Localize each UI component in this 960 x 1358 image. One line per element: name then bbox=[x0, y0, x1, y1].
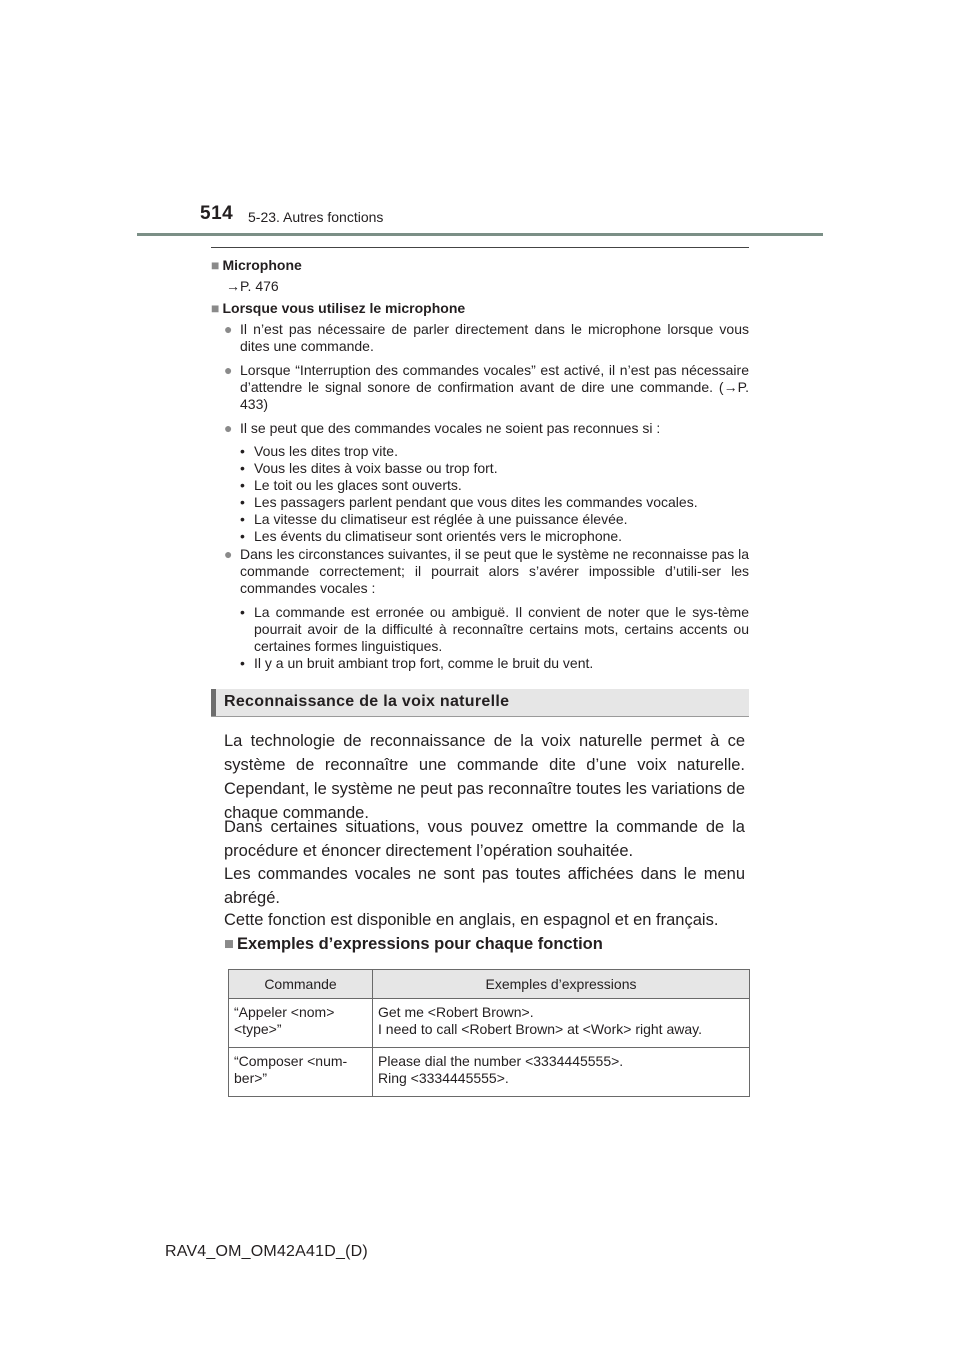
examples-heading: ■ Exemples d’expressions pour chaque fonction bbox=[224, 935, 603, 953]
table-row bbox=[229, 999, 750, 1048]
examples-cell: Please dial the number <3334445555>. Ring <3334445555>. bbox=[373, 1048, 750, 1097]
sub-list bbox=[240, 443, 749, 545]
paragraph: Les commandes vocales ne sont pas toutes affichées dans le menu abrégé. bbox=[224, 865, 745, 907]
examples-cell: Get me <Robert Brown>. I need to call <Robert Brown> at <Work> right away. bbox=[373, 999, 750, 1048]
list-item: • Les évents du climatiseur sont orientés vers le microphone. bbox=[240, 528, 623, 544]
square-bullet-icon: ■ bbox=[211, 300, 220, 316]
column-header: Commande bbox=[229, 970, 373, 999]
page-number: 514 bbox=[200, 203, 234, 224]
list-item: • Vous les dites trop vite. bbox=[240, 443, 398, 459]
microphone-page-ref: →P. 476 bbox=[226, 278, 279, 294]
list-item: • Il y a un bruit ambiant trop fort, comme le bruit du vent. bbox=[240, 655, 594, 671]
content-divider bbox=[211, 247, 749, 248]
using-microphone-heading: ■ Lorsque vous utilisez le microphone bbox=[211, 300, 466, 316]
command-cell: “Appeler <nom> <type>” bbox=[229, 999, 373, 1048]
bullet-item: ● Dans les circonstances suivantes, il se peut que le système ne reconnaisse pas la commande correctement; il pourrait alors s’avérer impossible d’utili-ser les commandes vocales : bbox=[224, 546, 749, 596]
document-code: RAV4_OM_OM42A41D_(D) bbox=[165, 1243, 368, 1260]
table-header-row bbox=[229, 970, 750, 999]
header-divider bbox=[137, 233, 823, 236]
square-bullet-icon: ■ bbox=[224, 935, 234, 953]
bullet-item: ● Il n’est pas nécessaire de parler directement dans le microphone lorsque vous dites une commande. bbox=[224, 321, 749, 354]
list-item: • Le toit ou les glaces sont ouverts. bbox=[240, 477, 462, 493]
heading-accent-bar bbox=[211, 689, 216, 716]
section-title: 5-23. Autres fonctions bbox=[248, 209, 384, 225]
command-cell: “Composer <num-ber>” bbox=[229, 1048, 373, 1097]
list-item: • Vous les dites à voix basse ou trop fort. bbox=[240, 460, 498, 476]
circle-bullet-icon: ● bbox=[224, 420, 233, 436]
column-header: Exemples d’expressions bbox=[373, 970, 750, 999]
bullet-item: ● Lorsque “Interruption des commandes vocales” est activé, il n’est pas nécessaire d’attendre le signal sonore de confirmation avant de dire une commande. (→P. 433) bbox=[224, 362, 749, 412]
circle-bullet-icon: ● bbox=[224, 546, 233, 562]
sub-list bbox=[240, 604, 749, 672]
paragraph: Dans certaines situations, vous pouvez omettre la commande de la procédure et énoncer directement l’opération souhaitée. bbox=[224, 818, 745, 860]
bullet-item: ● Il se peut que des commandes vocales ne soient pas reconnues si : bbox=[224, 420, 661, 436]
square-bullet-icon: ■ bbox=[211, 257, 220, 273]
circle-bullet-icon: ● bbox=[224, 362, 233, 378]
list-item: • Les passagers parlent pendant que vous dites les commandes vocales. bbox=[240, 494, 698, 510]
examples-table bbox=[228, 969, 750, 1097]
paragraph: La technologie de reconnaissance de la voix naturelle permet à ce système de reconnaître une commande dite d’une voix naturelle. Cependant, le système ne peut pas reconnaître toutes les variations de chaque commande. bbox=[224, 732, 745, 822]
paragraph: Cette fonction est disponible en anglais, en espagnol et en français. bbox=[224, 911, 719, 929]
list-item: • La commande est erronée ou ambiguë. Il convient de noter que le sys-tème pourrait avoir de la difficulté à reconnaître certains mots, certains accents ou certaines formes linguistiques. bbox=[240, 604, 749, 654]
microphone-heading: ■ Microphone bbox=[211, 257, 302, 273]
table-row bbox=[229, 1048, 750, 1097]
circle-bullet-icon: ● bbox=[224, 321, 233, 337]
list-item: • La vitesse du climatiseur est réglée à une puissance élevée. bbox=[240, 511, 628, 527]
section-heading: Reconnaissance de la voix naturelle bbox=[211, 689, 749, 717]
